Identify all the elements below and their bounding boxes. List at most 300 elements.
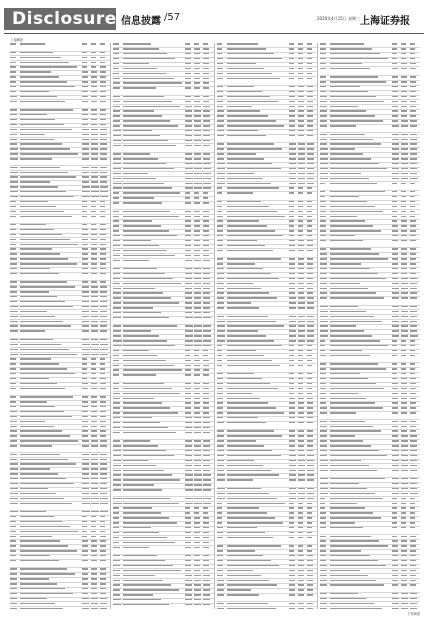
text-placeholder bbox=[82, 234, 87, 235]
table-cell bbox=[227, 532, 289, 536]
table-cell bbox=[203, 278, 212, 282]
text-placeholder bbox=[91, 358, 96, 359]
table-cell bbox=[20, 306, 82, 310]
table-cell bbox=[20, 119, 82, 123]
text-placeholder bbox=[113, 225, 119, 226]
table-cell bbox=[185, 115, 194, 119]
table-cell bbox=[113, 532, 123, 536]
text-placeholder bbox=[298, 412, 304, 413]
table-cell bbox=[10, 358, 20, 362]
table-cell bbox=[91, 343, 100, 347]
text-placeholder bbox=[194, 498, 201, 499]
table-cell bbox=[100, 535, 109, 539]
table-cell bbox=[227, 245, 289, 249]
text-placeholder bbox=[289, 297, 296, 298]
text-placeholder bbox=[20, 550, 77, 551]
text-placeholder bbox=[20, 588, 65, 589]
table-cell bbox=[227, 335, 289, 339]
text-placeholder bbox=[100, 234, 105, 235]
text-placeholder bbox=[10, 268, 17, 269]
text-placeholder bbox=[289, 450, 296, 451]
text-placeholder bbox=[298, 78, 304, 79]
text-placeholder bbox=[307, 402, 313, 403]
table-cell bbox=[91, 401, 100, 405]
text-placeholder bbox=[113, 245, 120, 246]
text-placeholder bbox=[194, 340, 201, 341]
text-placeholder bbox=[20, 306, 73, 307]
table-cell bbox=[10, 468, 20, 472]
table-cell bbox=[185, 546, 194, 554]
text-placeholder bbox=[113, 211, 119, 212]
table-cell bbox=[289, 460, 298, 464]
text-placeholder bbox=[82, 253, 88, 254]
text-placeholder bbox=[123, 211, 170, 212]
text-placeholder bbox=[289, 148, 296, 149]
table-cell bbox=[10, 568, 20, 572]
table-cell bbox=[289, 502, 298, 506]
table-cell bbox=[307, 307, 316, 315]
table-cell bbox=[10, 109, 20, 113]
table-cell bbox=[217, 105, 227, 109]
text-placeholder bbox=[100, 478, 107, 479]
text-placeholder bbox=[123, 340, 167, 341]
text-placeholder bbox=[298, 115, 304, 116]
text-placeholder bbox=[10, 339, 18, 340]
table-cell bbox=[10, 473, 20, 477]
text-placeholder bbox=[203, 202, 208, 203]
text-placeholder bbox=[100, 483, 107, 484]
text-placeholder bbox=[91, 229, 96, 230]
text-placeholder bbox=[217, 407, 224, 408]
table-cell bbox=[217, 63, 227, 67]
text-placeholder bbox=[203, 240, 209, 241]
text-placeholder bbox=[20, 459, 68, 460]
text-placeholder bbox=[410, 43, 415, 44]
text-placeholder bbox=[10, 406, 16, 407]
text-placeholder bbox=[185, 202, 190, 203]
table-cell bbox=[289, 607, 298, 609]
table-cell bbox=[123, 202, 185, 210]
text-placeholder bbox=[113, 369, 119, 370]
text-placeholder bbox=[123, 325, 177, 326]
text-placeholder bbox=[123, 465, 156, 466]
text-placeholder bbox=[307, 512, 312, 513]
text-placeholder bbox=[185, 402, 191, 403]
text-placeholder bbox=[100, 167, 107, 168]
text-placeholder bbox=[20, 383, 57, 384]
text-placeholder bbox=[82, 454, 89, 455]
text-placeholder bbox=[10, 296, 17, 297]
text-placeholder bbox=[227, 594, 260, 595]
table-cell bbox=[289, 512, 298, 516]
text-placeholder bbox=[20, 344, 61, 345]
table-cell bbox=[227, 512, 289, 516]
table-cell bbox=[203, 135, 212, 139]
table-cell bbox=[123, 230, 185, 234]
table-cell bbox=[20, 43, 82, 51]
table-cell bbox=[185, 120, 194, 124]
text-placeholder bbox=[123, 115, 162, 116]
text-placeholder bbox=[113, 503, 121, 504]
table-cell bbox=[100, 56, 109, 60]
table-cell bbox=[289, 210, 298, 214]
table-cell bbox=[307, 469, 316, 473]
text-placeholder bbox=[82, 363, 87, 364]
text-placeholder bbox=[20, 363, 59, 364]
text-placeholder bbox=[10, 560, 16, 561]
text-placeholder bbox=[123, 503, 178, 504]
text-placeholder bbox=[217, 321, 225, 322]
table-cell bbox=[217, 527, 227, 531]
text-placeholder bbox=[298, 225, 304, 226]
text-placeholder bbox=[227, 168, 281, 169]
table-cell bbox=[289, 532, 298, 536]
table-cell bbox=[289, 282, 298, 286]
text-placeholder bbox=[217, 91, 224, 92]
text-placeholder bbox=[123, 527, 150, 528]
text-placeholder bbox=[307, 307, 314, 308]
table-cell bbox=[185, 287, 194, 291]
text-placeholder bbox=[227, 493, 269, 494]
table-cell bbox=[217, 435, 227, 439]
text-placeholder bbox=[217, 63, 223, 64]
table-cell bbox=[227, 402, 289, 406]
text-placeholder bbox=[123, 87, 155, 88]
table-cell bbox=[100, 124, 109, 128]
text-placeholder bbox=[20, 176, 76, 177]
text-placeholder bbox=[194, 183, 201, 184]
table-cell bbox=[123, 144, 185, 152]
text-placeholder bbox=[185, 594, 191, 595]
text-placeholder bbox=[298, 53, 303, 54]
table-cell bbox=[217, 115, 227, 119]
text-placeholder bbox=[113, 283, 120, 284]
text-placeholder bbox=[82, 588, 88, 589]
table-cell bbox=[227, 135, 289, 143]
text-placeholder bbox=[217, 130, 224, 131]
text-placeholder bbox=[123, 532, 158, 533]
text-placeholder bbox=[20, 71, 51, 72]
table-cell bbox=[217, 249, 227, 257]
text-placeholder bbox=[298, 283, 305, 284]
text-placeholder bbox=[194, 135, 201, 136]
table-cell bbox=[298, 387, 307, 391]
text-placeholder bbox=[307, 148, 314, 149]
table-cell bbox=[10, 286, 20, 290]
table-cell bbox=[82, 128, 91, 132]
table-cell bbox=[289, 325, 298, 329]
text-placeholder bbox=[100, 248, 106, 249]
text-placeholder bbox=[227, 402, 269, 403]
text-placeholder bbox=[298, 417, 304, 418]
text-placeholder bbox=[100, 488, 107, 489]
table-cell bbox=[82, 598, 91, 602]
text-placeholder bbox=[194, 369, 199, 370]
text-placeholder bbox=[203, 522, 208, 523]
text-placeholder bbox=[289, 211, 294, 212]
table-cell bbox=[20, 373, 82, 377]
text-placeholder bbox=[91, 354, 99, 355]
text-placeholder bbox=[20, 244, 78, 245]
table-cell bbox=[298, 130, 307, 134]
text-placeholder bbox=[298, 575, 304, 576]
table-cell bbox=[91, 363, 100, 367]
text-placeholder bbox=[194, 350, 199, 351]
text-placeholder bbox=[113, 484, 121, 485]
text-placeholder bbox=[298, 455, 305, 456]
text-placeholder bbox=[289, 235, 295, 236]
table-cell bbox=[298, 240, 307, 244]
text-placeholder bbox=[307, 283, 314, 284]
text-placeholder bbox=[298, 594, 305, 595]
table-cell bbox=[82, 325, 91, 329]
text-placeholder bbox=[194, 512, 199, 513]
text-placeholder bbox=[91, 349, 98, 350]
text-placeholder bbox=[227, 216, 285, 217]
text-placeholder bbox=[91, 498, 98, 499]
text-placeholder bbox=[82, 540, 87, 541]
table-cell bbox=[298, 417, 307, 421]
table-row bbox=[113, 202, 213, 211]
table-cell bbox=[113, 354, 123, 358]
text-placeholder bbox=[289, 545, 295, 546]
text-placeholder bbox=[113, 273, 120, 274]
table-cell bbox=[82, 201, 91, 205]
text-placeholder bbox=[203, 355, 208, 356]
table-cell bbox=[307, 91, 316, 95]
table-cell bbox=[113, 312, 123, 316]
table-cell bbox=[217, 445, 227, 449]
table-cell bbox=[298, 168, 307, 172]
text-placeholder bbox=[217, 532, 223, 533]
text-placeholder bbox=[91, 311, 98, 312]
text-placeholder bbox=[113, 135, 120, 136]
table-cell bbox=[194, 240, 203, 244]
text-placeholder bbox=[113, 575, 120, 576]
text-placeholder bbox=[113, 106, 120, 107]
table-cell bbox=[82, 545, 91, 549]
text-placeholder bbox=[227, 378, 262, 379]
table-cell bbox=[307, 187, 316, 191]
text-placeholder bbox=[307, 383, 313, 384]
table-cell bbox=[289, 383, 298, 387]
text-placeholder bbox=[20, 368, 67, 369]
text-placeholder bbox=[217, 278, 224, 279]
table-cell bbox=[217, 387, 227, 391]
table-cell bbox=[194, 48, 203, 52]
text-placeholder bbox=[289, 584, 295, 585]
text-placeholder bbox=[203, 260, 209, 261]
table-cell bbox=[227, 48, 289, 52]
table-cell bbox=[82, 463, 91, 467]
table-cell bbox=[203, 140, 212, 144]
text-placeholder bbox=[203, 584, 209, 585]
table-cell bbox=[123, 140, 185, 144]
text-placeholder bbox=[185, 345, 193, 346]
table-cell bbox=[289, 507, 298, 511]
table-cell bbox=[185, 325, 194, 329]
text-placeholder bbox=[91, 43, 96, 44]
table-cell bbox=[194, 374, 203, 382]
table-cell bbox=[185, 479, 194, 483]
table-cell bbox=[82, 138, 91, 142]
table-cell bbox=[10, 516, 20, 520]
table-cell bbox=[289, 589, 298, 593]
table-cell bbox=[227, 273, 289, 277]
table-cell bbox=[289, 302, 298, 306]
text-placeholder bbox=[217, 460, 225, 461]
text-placeholder bbox=[227, 412, 285, 413]
table-cell bbox=[113, 182, 123, 186]
text-placeholder bbox=[185, 383, 190, 384]
text-placeholder bbox=[217, 201, 223, 202]
table-cell bbox=[203, 392, 212, 396]
text-placeholder bbox=[20, 234, 62, 235]
text-placeholder bbox=[82, 224, 87, 225]
table-cell bbox=[185, 177, 194, 181]
table-cell bbox=[203, 427, 212, 431]
table-cell bbox=[185, 407, 194, 411]
table-cell bbox=[194, 163, 203, 167]
table-cell bbox=[217, 278, 227, 282]
table-cell bbox=[194, 484, 203, 488]
text-placeholder bbox=[203, 570, 209, 571]
text-placeholder bbox=[100, 593, 106, 594]
table-cell bbox=[298, 177, 307, 181]
table-cell bbox=[307, 201, 316, 205]
table-cell bbox=[227, 364, 289, 372]
text-placeholder bbox=[91, 224, 96, 225]
text-placeholder bbox=[227, 373, 254, 374]
text-placeholder bbox=[185, 369, 190, 370]
table-cell bbox=[227, 130, 289, 134]
text-placeholder bbox=[113, 498, 121, 499]
text-placeholder bbox=[320, 53, 326, 54]
table-cell bbox=[123, 599, 185, 603]
table-cell bbox=[91, 453, 100, 457]
table-cell bbox=[289, 555, 298, 559]
table-cell bbox=[227, 125, 289, 129]
table-cell bbox=[20, 440, 82, 444]
text-placeholder bbox=[82, 416, 88, 417]
table-cell bbox=[113, 345, 123, 349]
table-cell bbox=[185, 574, 194, 578]
text-placeholder bbox=[123, 517, 168, 518]
table-cell bbox=[194, 312, 203, 316]
text-placeholder bbox=[91, 52, 96, 53]
text-placeholder bbox=[307, 173, 314, 174]
table-cell bbox=[20, 61, 82, 65]
text-placeholder bbox=[10, 86, 16, 87]
table-cell bbox=[20, 430, 82, 434]
table-cell bbox=[289, 105, 298, 109]
table-cell bbox=[91, 100, 100, 108]
text-placeholder bbox=[217, 522, 223, 523]
text-placeholder bbox=[113, 604, 120, 605]
text-placeholder bbox=[185, 388, 191, 389]
table-cell bbox=[217, 201, 227, 205]
table-cell bbox=[10, 525, 20, 529]
text-placeholder bbox=[298, 498, 306, 499]
table-cell bbox=[217, 378, 227, 382]
table-cell bbox=[82, 315, 91, 319]
text-placeholder bbox=[10, 401, 16, 402]
text-placeholder bbox=[100, 555, 106, 556]
table-cell bbox=[227, 225, 289, 229]
table-cell bbox=[298, 77, 307, 85]
text-placeholder bbox=[82, 239, 88, 240]
table-cell bbox=[194, 254, 203, 258]
table-cell bbox=[227, 177, 289, 181]
table-cell bbox=[20, 411, 82, 415]
text-placeholder bbox=[113, 140, 121, 141]
table-cell bbox=[203, 245, 212, 249]
table-cell bbox=[123, 245, 185, 249]
text-placeholder bbox=[330, 43, 364, 44]
text-placeholder bbox=[185, 460, 192, 461]
table-cell bbox=[20, 339, 82, 343]
table-cell bbox=[227, 268, 289, 272]
text-placeholder bbox=[113, 187, 121, 188]
table-cell bbox=[185, 460, 194, 464]
text-placeholder bbox=[289, 321, 296, 322]
table-cell bbox=[307, 560, 316, 564]
text-placeholder bbox=[123, 96, 163, 97]
table-cell bbox=[123, 455, 185, 459]
table-cell bbox=[203, 96, 212, 100]
text-placeholder bbox=[227, 422, 267, 423]
table-cell bbox=[10, 243, 20, 247]
table-cell bbox=[203, 479, 212, 483]
text-placeholder bbox=[203, 398, 209, 399]
text-placeholder bbox=[100, 445, 106, 446]
table-cell bbox=[113, 287, 123, 291]
text-placeholder bbox=[203, 225, 208, 226]
text-placeholder bbox=[203, 450, 210, 451]
text-placeholder bbox=[227, 532, 266, 533]
table-cell bbox=[113, 168, 123, 172]
table-cell bbox=[307, 550, 316, 554]
text-placeholder bbox=[123, 450, 166, 451]
table-cell bbox=[307, 440, 316, 444]
table-cell bbox=[20, 281, 82, 285]
table-cell bbox=[20, 383, 82, 387]
table-cell bbox=[185, 497, 194, 501]
table-cell bbox=[203, 302, 212, 306]
text-placeholder bbox=[227, 101, 279, 102]
text-placeholder bbox=[194, 560, 200, 561]
table-cell bbox=[20, 488, 82, 492]
text-placeholder bbox=[113, 96, 120, 97]
text-placeholder bbox=[289, 48, 294, 49]
text-placeholder bbox=[123, 145, 176, 146]
text-placeholder bbox=[113, 87, 120, 88]
table-cell bbox=[123, 484, 185, 488]
text-placeholder bbox=[194, 555, 200, 556]
table-cell bbox=[123, 350, 185, 354]
text-placeholder bbox=[113, 297, 121, 298]
text-placeholder bbox=[113, 584, 120, 585]
table-cell bbox=[10, 52, 20, 56]
table-cell bbox=[113, 359, 123, 363]
text-placeholder bbox=[227, 230, 275, 231]
text-placeholder bbox=[194, 594, 200, 595]
text-placeholder bbox=[194, 178, 201, 179]
table-cell bbox=[203, 536, 212, 540]
text-placeholder bbox=[203, 63, 208, 64]
table-cell bbox=[194, 168, 203, 172]
text-placeholder bbox=[217, 73, 223, 74]
